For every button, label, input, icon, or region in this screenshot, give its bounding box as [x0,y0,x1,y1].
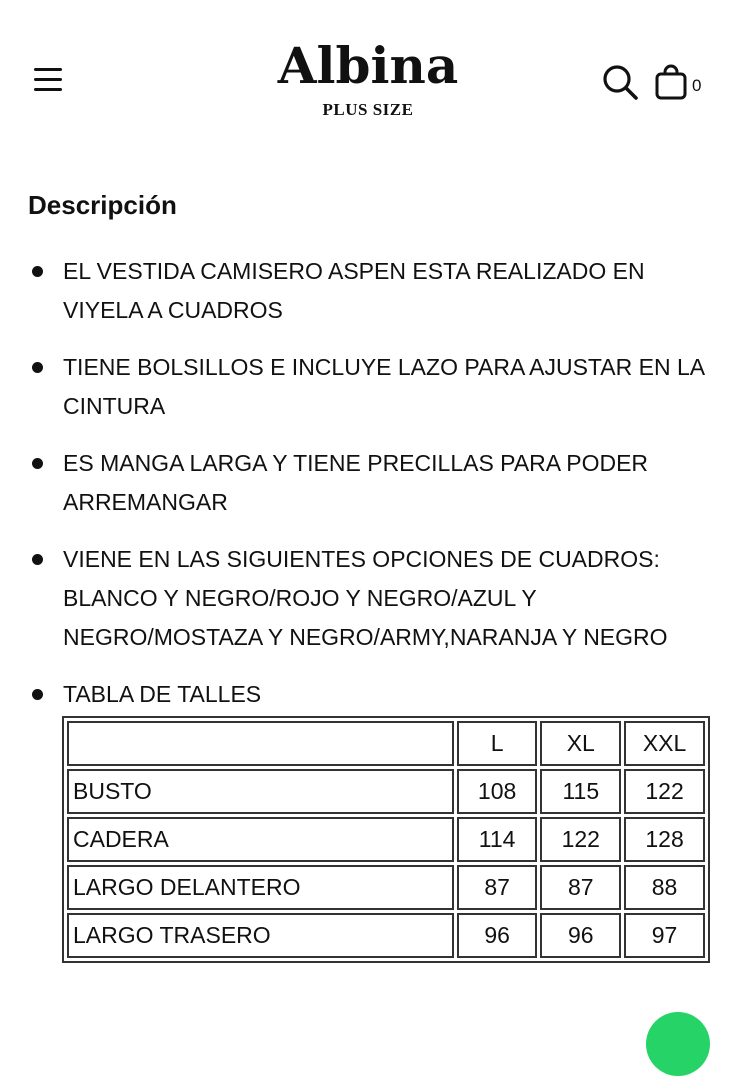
brand-logo[interactable] [236,36,500,120]
table-header-cell [67,721,454,766]
table-cell: 115 [540,769,621,814]
table-row [67,913,705,958]
search-icon[interactable] [600,62,640,102]
table-cell: 122 [540,817,621,862]
description-list [28,252,718,732]
cart-count-badge: 0 [692,76,702,95]
list-item: TIENE BOLSILLOS E INCLUYE LAZO PARA AJUSTAR EN LA CINTURA [28,348,718,426]
size-table [62,716,710,963]
table-cell: 96 [540,913,621,958]
table-cell: 97 [624,913,705,958]
table-row [67,769,705,814]
table-cell: 108 [457,769,538,814]
table-header-cell: XL [540,721,621,766]
menu-bar [34,78,62,81]
table-row [67,817,705,862]
table-cell: 122 [624,769,705,814]
table-cell: 128 [624,817,705,862]
menu-bar [34,68,62,71]
site-header [0,0,736,140]
table-cell: CADERA [67,817,454,862]
table-header-cell: XXL [624,721,705,766]
table-cell: 96 [457,913,538,958]
table-cell: LARGO TRASERO [67,913,454,958]
table-cell: 87 [540,865,621,910]
table-cell: 87 [457,865,538,910]
shopping-bag-icon[interactable] [654,62,690,102]
table-header-row [67,721,705,766]
list-item: ES MANGA LARGA Y TIENE PRECILLAS PARA PODER ARREMANGAR [28,444,718,522]
hamburger-menu-icon[interactable] [32,66,64,94]
list-item: EL VESTIDA CAMISERO ASPEN ESTA REALIZADO EN VIYELA A CUADROS [28,252,718,330]
description-title: Descripción [28,190,177,220]
list-item: VIENE EN LAS SIGUIENTES OPCIONES DE CUADROS: BLANCO Y NEGRO/ROJO Y NEGRO/AZUL Y NEGRO/MOSTAZA Y NEGRO/ARMY,NARANJA Y NEGRO [28,540,718,657]
menu-bar [34,88,62,91]
whatsapp-chat-icon[interactable] [646,1012,710,1076]
table-cell: 114 [457,817,538,862]
table-cell: LARGO DELANTERO [67,865,454,910]
brand-name: Albina [277,36,459,95]
table-cell: 88 [624,865,705,910]
brand-tagline: PLUS SIZE [322,100,414,119]
table-row [67,865,705,910]
table-cell: BUSTO [67,769,454,814]
table-header-cell: L [457,721,538,766]
list-item: TABLA DE TALLES [28,675,718,714]
